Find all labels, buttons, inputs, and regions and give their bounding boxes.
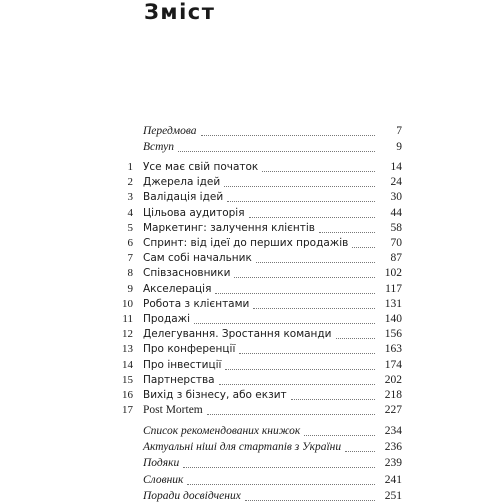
page-number: 87: [390, 252, 402, 265]
entry-title: Усе має свій початок: [143, 161, 259, 173]
toc-entry[interactable]: [0, 358, 500, 373]
chapter-number: 15: [122, 373, 133, 386]
chapter-number: 9: [127, 282, 133, 295]
dot-leader: [234, 276, 375, 278]
chapter-number: 6: [127, 237, 133, 249]
toc-entry[interactable]: [0, 473, 500, 488]
toc-entry[interactable]: [0, 456, 500, 471]
toc-entry[interactable]: [0, 282, 500, 297]
page-number: 7: [396, 125, 402, 137]
toc-entry[interactable]: [0, 206, 500, 221]
page-number: 156: [384, 328, 402, 341]
chapter-number: 3: [127, 191, 133, 204]
toc-entry[interactable]: [0, 190, 500, 205]
dot-leader: [336, 337, 375, 339]
toc-entry[interactable]: [0, 489, 500, 504]
entry-label-wrap: [143, 124, 375, 139]
chapter-number: 14: [122, 358, 133, 371]
dot-leader: [253, 307, 375, 309]
toc-entry[interactable]: [0, 175, 500, 190]
page-number: 202: [384, 373, 402, 386]
page-number: 140: [384, 313, 402, 325]
entry-label-wrap: [143, 440, 375, 455]
entry-title: Список рекомендованих книжок: [143, 425, 301, 437]
entry-title: Продажі: [143, 313, 191, 325]
dot-leader: [207, 413, 375, 415]
entry-title: Актуальні ніші для стартапів з України: [143, 441, 342, 454]
toc-entry[interactable]: [0, 312, 500, 327]
dot-leader: [183, 466, 375, 468]
dot-leader: [215, 292, 375, 294]
page-number: 251: [384, 489, 402, 502]
dot-leader: [304, 434, 375, 436]
toc-entry[interactable]: [0, 236, 500, 251]
entry-label-wrap: [143, 327, 375, 342]
dot-leader: [225, 368, 375, 370]
dot-leader: [178, 150, 375, 152]
entry-title: Акселерація: [143, 282, 212, 295]
page-number: 58: [390, 221, 402, 234]
entry-title: Джерела ідей: [143, 176, 221, 189]
toc-entry[interactable]: [0, 266, 500, 281]
entry-title: Вступ: [143, 141, 175, 153]
entry-title: Співзасновники: [143, 267, 231, 280]
entry-label-wrap: [143, 140, 375, 155]
chapter-number: 16: [122, 389, 133, 401]
toc-entry[interactable]: [0, 251, 500, 266]
dot-leader: [219, 383, 375, 385]
dot-leader: [227, 200, 375, 202]
dot-leader: [291, 398, 375, 400]
toc-entry[interactable]: [0, 424, 500, 439]
entry-title: Валідація ідей: [143, 191, 224, 204]
entry-label-wrap: [143, 489, 375, 504]
page-number: 24: [390, 176, 402, 189]
page-number: 30: [390, 191, 402, 204]
toc-entry[interactable]: [0, 160, 500, 175]
entry-label-wrap: [143, 160, 375, 175]
dot-leader: [249, 216, 375, 218]
dot-leader: [239, 352, 375, 354]
entry-title: Подяки: [143, 457, 180, 470]
dot-leader: [345, 450, 375, 452]
toc-entry[interactable]: [0, 297, 500, 312]
page-number: 174: [384, 358, 402, 371]
dot-leader: [262, 170, 375, 172]
entry-label-wrap: [143, 358, 375, 373]
page-number: 70: [390, 237, 402, 249]
entry-title: Вихід з бізнесу, або екзит: [143, 389, 287, 401]
chapter-number: 8: [127, 267, 133, 280]
toc-entry[interactable]: [0, 124, 500, 139]
entry-label-wrap: [143, 266, 375, 281]
entry-title: Цільова аудиторія: [143, 206, 245, 219]
entry-title: Робота з клієнтами: [143, 297, 250, 310]
entry-label-wrap: [143, 282, 375, 297]
entry-label-wrap: [143, 221, 375, 236]
entry-title: Сам собі начальник: [143, 252, 252, 265]
entry-label-wrap: [143, 424, 375, 439]
entry-title: Спринт: від ідеї до перших продажів: [143, 237, 349, 249]
dot-leader: [319, 231, 375, 233]
toc-entry[interactable]: [0, 221, 500, 236]
dot-leader: [194, 322, 375, 324]
dot-leader: [256, 261, 375, 263]
page-number: 14: [390, 161, 402, 173]
page-number: 239: [384, 457, 402, 470]
dot-leader: [224, 185, 375, 187]
page-number: 44: [390, 206, 402, 219]
chapter-number: 4: [127, 206, 133, 219]
page-number: 163: [384, 343, 402, 356]
entry-label-wrap: [143, 251, 375, 266]
dot-leader: [187, 483, 375, 485]
entry-title: Маркетинг: залучення клієнтів: [143, 221, 315, 234]
entry-label-wrap: [143, 312, 375, 327]
page-title: Зміст: [144, 0, 216, 24]
chapter-number: 12: [122, 328, 133, 341]
page-number: 227: [384, 404, 402, 417]
entry-label-wrap: [143, 206, 375, 221]
entry-label-wrap: [143, 342, 375, 357]
entry-title: Про конференції: [143, 343, 236, 356]
entry-title: Делегування. Зростання команди: [143, 328, 332, 341]
entry-label-wrap: [143, 190, 375, 205]
entry-title: Про інвестиції: [143, 358, 222, 371]
page-number: 117: [385, 282, 402, 295]
chapter-number: 10: [122, 297, 133, 310]
entry-title: Передмова: [143, 125, 197, 137]
entry-label-wrap: [143, 236, 375, 251]
entry-title: Поради досвідчених: [143, 489, 241, 502]
page-number: 218: [384, 389, 402, 401]
entry-label-wrap: [143, 473, 375, 488]
chapter-number: 11: [122, 313, 133, 325]
entry-title: Post Mortem: [143, 404, 203, 417]
page-number: 236: [384, 441, 402, 454]
page-number: 9: [396, 141, 402, 153]
entry-title: Словник: [143, 473, 184, 486]
entry-label-wrap: [143, 297, 375, 312]
entry-label-wrap: [143, 403, 375, 418]
toc-entry[interactable]: [0, 342, 500, 357]
entry-label-wrap: [143, 175, 375, 190]
entry-title: Партнерства: [143, 373, 215, 386]
dot-leader: [201, 134, 375, 136]
chapter-number: 1: [127, 161, 133, 173]
page-number: 131: [384, 297, 402, 310]
toc-entry[interactable]: [0, 440, 500, 455]
chapter-number: 2: [127, 176, 133, 189]
entry-label-wrap: [143, 373, 375, 388]
chapter-number: 7: [127, 252, 133, 265]
toc-entry[interactable]: [0, 327, 500, 342]
chapter-number: 17: [122, 404, 133, 417]
page-number: 102: [384, 267, 402, 280]
toc-entry[interactable]: [0, 388, 500, 403]
chapter-number: 5: [127, 221, 133, 234]
toc-entry[interactable]: [0, 140, 500, 155]
chapter-number: 13: [122, 343, 133, 356]
page-number: 234: [384, 425, 402, 437]
entry-label-wrap: [143, 388, 375, 403]
toc-entry[interactable]: [0, 403, 500, 418]
page-number: 241: [384, 473, 402, 486]
entry-label-wrap: [143, 456, 375, 471]
toc-entry[interactable]: [0, 373, 500, 388]
